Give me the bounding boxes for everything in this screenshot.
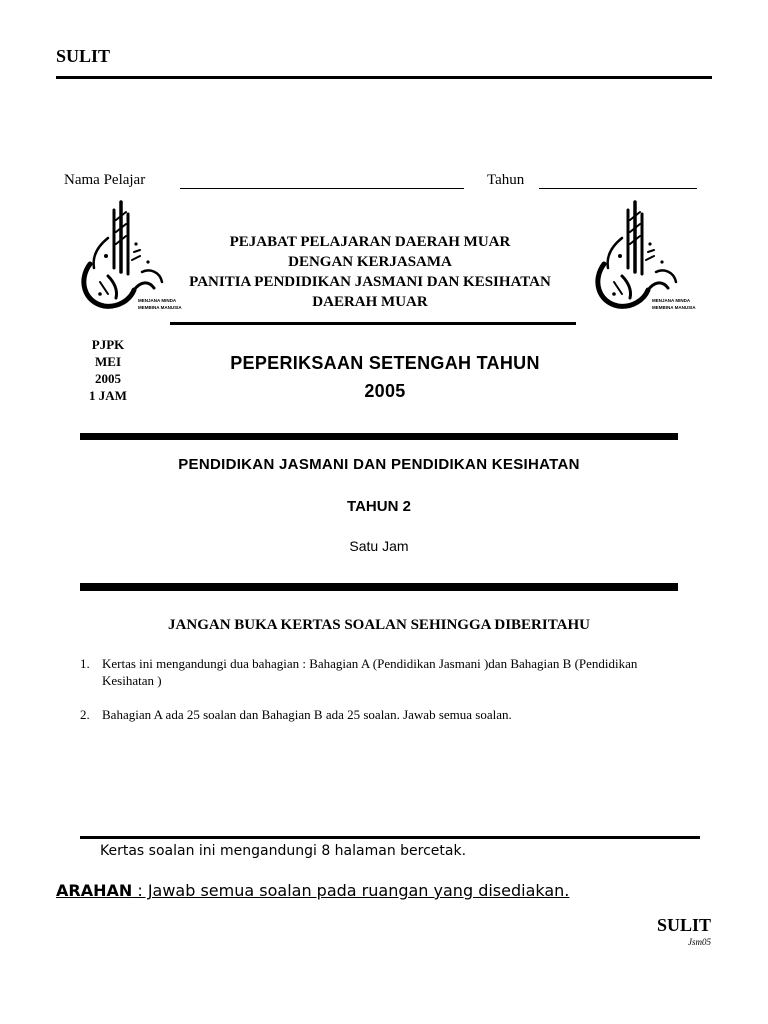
exam-code-block <box>76 336 140 404</box>
year-field[interactable] <box>539 188 697 189</box>
classification-bottom: SULIT <box>656 915 711 935</box>
subject-level: TAHUN 2 <box>347 498 411 515</box>
instruction-text: Bahagian A ada 25 soalan dan Bahagian B ada 25 soalan. Jawab semua soalan. <box>102 707 512 722</box>
subject-title: PENDIDIKAN JASMANI DAN PENDIDIKAN KESIHATAN <box>178 456 580 473</box>
organizer-header <box>150 232 590 312</box>
exam-month: MEI <box>95 354 121 369</box>
student-form <box>64 172 704 192</box>
instruction-number: 1. <box>80 656 90 671</box>
exam-title-text: PEPERIKSAAN SETENGAH TAHUN <box>230 353 540 373</box>
instruction-item <box>80 655 670 691</box>
emblem-motto-line1: MENJANA MINDA <box>652 298 691 303</box>
page-count-note: Kertas soalan ini mengandungi 8 halaman bercetak. <box>100 843 467 859</box>
exam-code-year: 2005 <box>95 371 121 386</box>
instructions-warning: JANGAN BUKA KERTAS SOALAN SEHINGGA DIBERITAHU <box>168 617 590 633</box>
title-divider <box>80 433 678 440</box>
organizer-line-3: PANITIA PENDIDIKAN JASMANI DAN KESIHATAN <box>189 274 551 290</box>
arahan-instruction <box>56 881 569 900</box>
name-label: Nama Pelajar <box>64 172 146 188</box>
header-divider <box>170 322 576 325</box>
instruction-text: Kertas ini mengandungi dua bahagian : Bahagian A (Pendidikan Jasmani )dan Bahagian B (Pendidikan Kesihatan ) <box>102 656 638 688</box>
organizer-line-2: DENGAN KERJASAMA <box>288 254 452 270</box>
exam-title <box>180 349 590 405</box>
arahan-label: ARAHAN <box>56 881 133 900</box>
subject-duration: Satu Jam <box>349 538 409 554</box>
exam-code: PJPK <box>91 337 125 352</box>
calligraphy-emblem-icon <box>592 198 696 316</box>
organizer-line-1: PEJABAT PELAJARAN DAERAH MUAR <box>229 234 511 250</box>
emblem-motto-line2: MEMBINA MANUSIA <box>652 305 696 310</box>
emblem-right-graphic <box>592 198 696 316</box>
arahan-text: : Jawab semua soalan pada ruangan yang disediakan. <box>132 881 570 900</box>
document-code: Jsm05 <box>688 937 711 947</box>
instruction-item <box>80 706 670 724</box>
year-label: Tahun <box>487 172 525 188</box>
subject-divider <box>80 583 678 591</box>
top-divider <box>56 76 712 79</box>
footer-divider <box>80 836 700 839</box>
exam-code-duration: 1 JAM <box>89 388 127 403</box>
classification-top: SULIT <box>56 46 111 66</box>
name-field[interactable] <box>180 188 464 189</box>
emblem-motto-line1: MENJANA MINDA <box>138 298 177 303</box>
instruction-number: 2. <box>80 707 90 722</box>
organizer-line-4: DAERAH MUAR <box>312 294 428 310</box>
exam-title-year: 2005 <box>364 381 406 401</box>
emblem-motto-line2: MEMBINA MANUSIA <box>138 305 182 310</box>
